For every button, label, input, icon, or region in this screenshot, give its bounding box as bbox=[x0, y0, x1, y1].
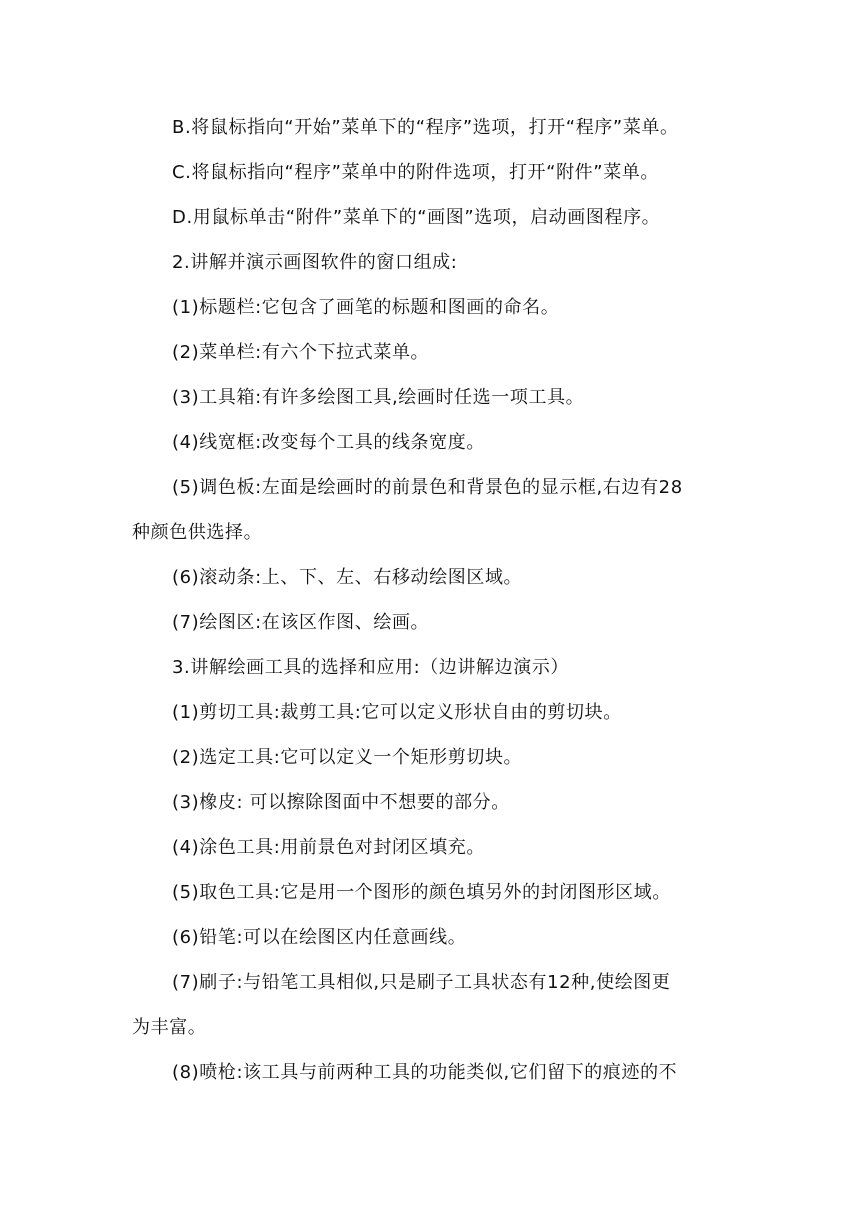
text-line: (4)涂色工具:用前景色对封闭区填充。 bbox=[172, 837, 485, 858]
text-line: (5)取色工具:它是用一个图形的颜色填另外的封闭图形区域。 bbox=[172, 882, 671, 903]
text-line: (2)菜单栏:有六个下拉式菜单。 bbox=[172, 342, 430, 363]
text-line-continuation: 种颜色供选择。 bbox=[132, 522, 263, 543]
section-heading: 2.讲解并演示画图软件的窗口组成: bbox=[172, 252, 458, 273]
text-line: (3)橡皮: 可以擦除图面中不想要的部分。 bbox=[172, 792, 510, 813]
text-line: (2)选定工具:它可以定义一个矩形剪切块。 bbox=[172, 747, 523, 768]
text-line: (4)线宽框:改变每个工具的线条宽度。 bbox=[172, 432, 485, 453]
text-line: B.将鼠标指向“开始”菜单下的“程序”选项，打开“程序”菜单。 bbox=[172, 117, 679, 138]
text-line: (8)喷枪:该工具与前两种工具的功能类似,它们留下的痕迹的不 bbox=[172, 1062, 678, 1083]
text-line: (6)铅笔:可以在绘图区内任意画线。 bbox=[172, 927, 467, 948]
text-line: (6)滚动条:上、下、左、右移动绘图区域。 bbox=[172, 567, 523, 588]
text-line: (5)调色板:左面是绘画时的前景色和背景色的显示框,右边有28 bbox=[172, 477, 683, 498]
text-line: (3)工具箱:有许多绘图工具,绘画时任选一项工具。 bbox=[172, 387, 585, 408]
text-line: (7)绘图区:在该区作图、绘画。 bbox=[172, 612, 430, 633]
text-line: D.用鼠标单击“附件”菜单下的“画图”选项，启动画图程序。 bbox=[172, 207, 661, 228]
text-line: (1)剪切工具:裁剪工具:它可以定义形状自由的剪切块。 bbox=[172, 702, 622, 723]
text-line: (7)刷子:与铅笔工具相似,只是刷子工具状态有12种,使绘图更 bbox=[172, 972, 671, 993]
text-line-continuation: 为丰富。 bbox=[132, 1017, 207, 1038]
text-line: C.将鼠标指向“程序”菜单中的附件选项，打开“附件”菜单。 bbox=[172, 162, 659, 183]
text-line: (1)标题栏:它包含了画笔的标题和图画的命名。 bbox=[172, 297, 560, 318]
section-heading: 3.讲解绘画工具的选择和应用:（边讲解边演示） bbox=[172, 657, 570, 678]
